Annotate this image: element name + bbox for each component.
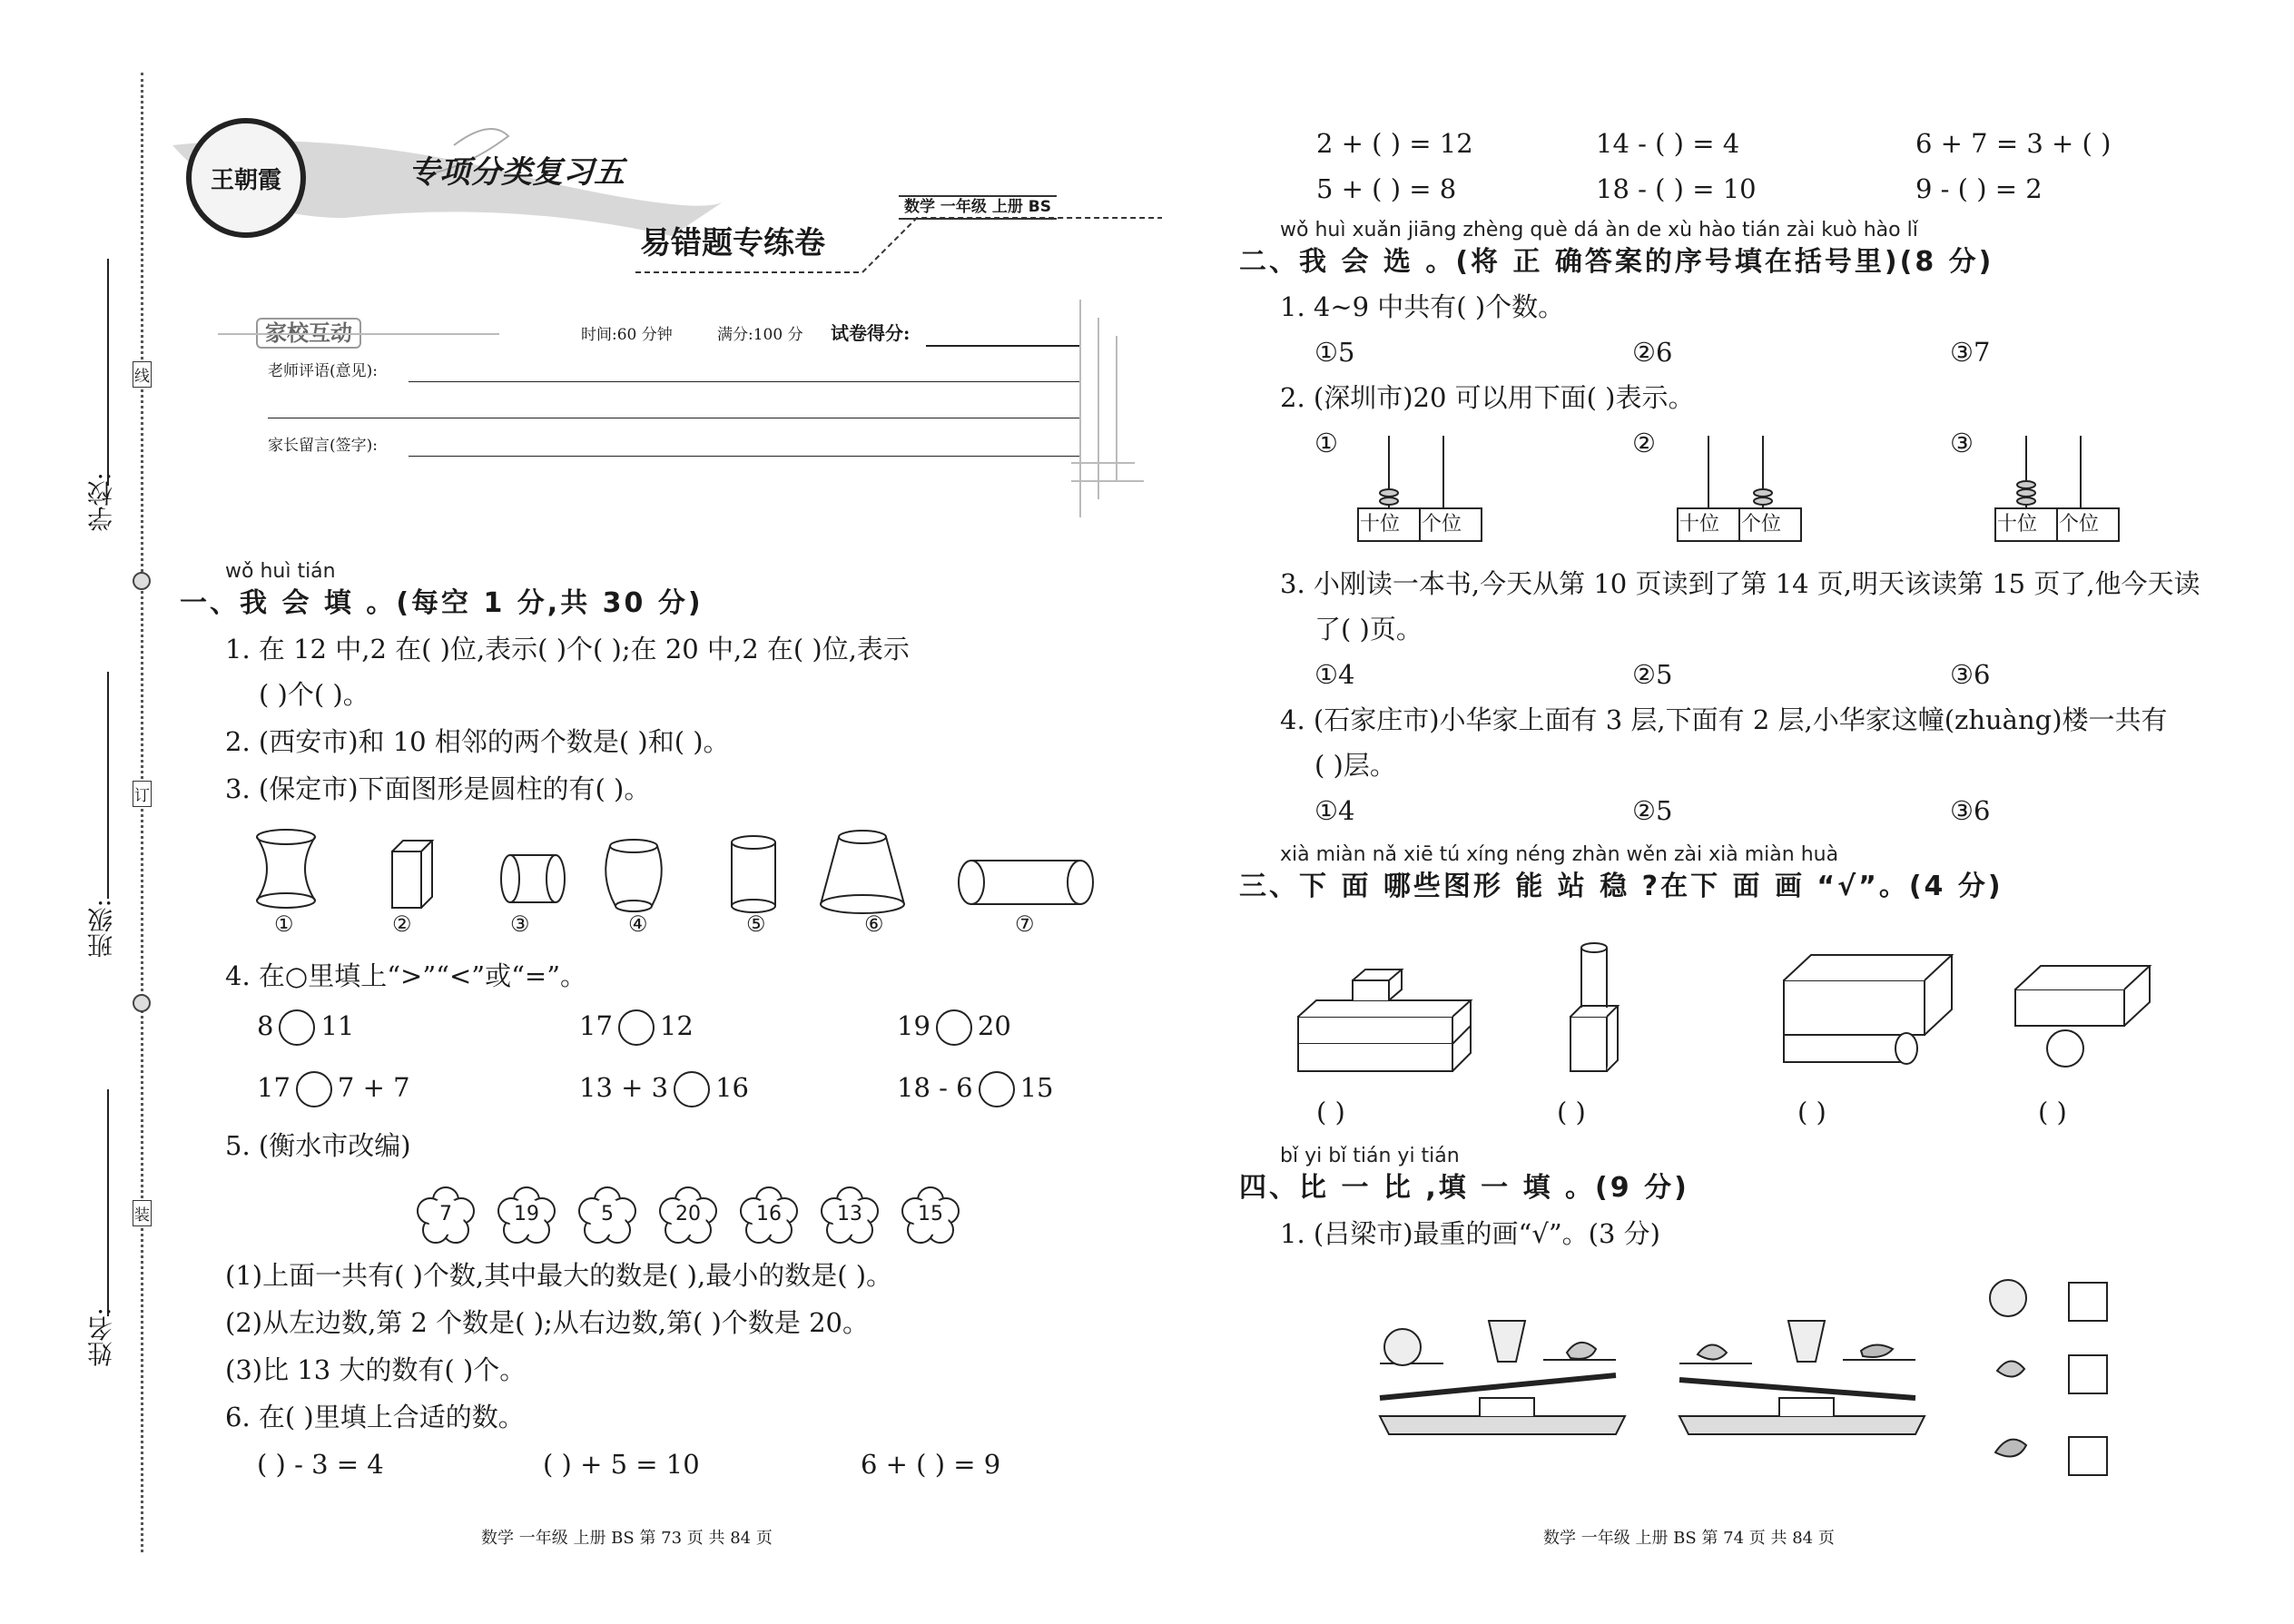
compare-circle[interactable] [936,1009,972,1046]
s2-q1-opt1[interactable]: ①5 [1314,337,1355,368]
flower-number: 15 [918,1203,943,1225]
q6-eq-3: 6 + ( ) = 9 [861,1449,1001,1480]
eq-r1c1: 2 + ( ) = 12 [1316,128,1473,159]
s2-q3-b: 了( )页。 [1314,614,1423,645]
shape-5-icon [732,836,775,912]
shape-label-1: ① [274,911,294,937]
abacus-3-tens: 十位 [1997,513,2038,536]
q5: 5. (衡水市改编) [225,1130,411,1161]
s4-q1: 1. (吕梁市)最重的画“√”。(3 分) [1280,1218,1660,1249]
home-school-badge: 家校互动 [256,318,361,349]
stacked-boxes-icon [1298,969,1471,1071]
cmp-5: 13 + 3 16 [579,1071,749,1107]
section2-title: 二、我 会 选 。(将 正 确答案的序号填在括号里)(8 分) [1239,246,1994,278]
abacus-3-ones: 个位 [2059,513,2100,536]
eggplant-icon [1995,1440,2026,1457]
section4-title: 四、比 一 比 ,填 一 填 。(9 分) [1239,1172,1689,1204]
flower-number: 7 [439,1203,452,1225]
binding-hole-1 [133,572,151,590]
eq-r2c2: 18 - ( ) = 10 [1596,173,1757,204]
s3-answer-3[interactable]: ( ) [1797,1097,1826,1127]
s2-q3-opt2[interactable]: ②5 [1632,659,1673,690]
compare-circle[interactable] [618,1009,655,1046]
cmp-6: 18 - 6 15 [897,1071,1054,1107]
flower-number: 19 [514,1203,539,1225]
eq-r1c3: 6 + 7 = 3 + ( ) [1915,128,2112,159]
s3-answer-4[interactable]: ( ) [2038,1097,2067,1127]
s2-q4-opt1[interactable]: ①4 [1314,795,1355,826]
q6-eq-1: ( ) - 3 = 4 [257,1449,384,1480]
footer-right: 数学 一年级 上册 BS 第 74 页 共 84 页 [1543,1529,1835,1548]
q5-1: (1)上面一共有( )个数,其中最大的数是( ),最小的数是( )。 [225,1260,893,1291]
section4-pinyin: bǐ yi bǐ tián yi tián [1280,1145,1460,1167]
flower-number: 16 [756,1203,782,1225]
q1-line-b: ( )个( )。 [259,679,369,710]
series-title: 专项分类复习五 [409,154,625,191]
balance-scales [1353,1271,1970,1452]
q4: 4. 在○里填上“>”“<”或“=”。 [225,960,587,991]
shape-6-icon [821,831,904,913]
s2-q1-opt3[interactable]: ③7 [1950,337,1991,368]
exam-score-field[interactable] [926,345,1080,347]
compare-circle[interactable] [296,1071,332,1107]
eq-r2c1: 5 + ( ) = 8 [1316,173,1457,204]
dotted-cut-line [141,73,143,1552]
flower-number: 20 [675,1203,701,1225]
name-label: 姓名: [86,1307,116,1367]
answer-box-pumpkin[interactable] [2068,1282,2108,1322]
compare-circle[interactable] [279,1009,315,1046]
footer-left: 数学 一年级 上册 BS 第 73 页 共 84 页 [481,1529,773,1548]
logo [186,118,306,238]
compare-circle[interactable] [979,1071,1015,1107]
s2-q4-b: ( )层。 [1314,750,1396,781]
s2-q4-opt3[interactable]: ③6 [1950,795,1991,826]
q3-shapes [245,826,1117,926]
shape-3-icon [501,855,565,902]
s2-q1: 1. 4~9 中共有( )个数。 [1280,291,1565,322]
q3: 3. (保定市)下面图形是圆柱的有( )。 [225,773,651,804]
parent-comment-label: 家长留言(签字): [268,437,378,455]
school-field[interactable] [107,259,109,486]
box-on-ball-icon [2015,966,2150,1067]
s2-q2-opt3[interactable]: ③ [1950,428,1974,458]
section2-pinyin: wǒ huì xuǎn jiāng zhèng què dá àn de xù hào tián zài kuò hào lǐ [1280,219,1918,241]
flower-number: 13 [837,1203,862,1225]
section3-title: 三、下 面 哪些图形 能 站 稳 ?在下 面 画 “√”。(4 分) [1239,871,2004,902]
shape-label-2: ② [392,911,412,937]
main-title: 易错题专练卷 [640,225,825,261]
s2-q3-opt3[interactable]: ③6 [1950,659,1991,690]
subject-tag: 数学 一年级 上册 BS [899,195,1057,220]
s2-q3-a: 3. 小刚读一本书,今天从第 10 页读到了第 14 页,明天该读第 15 页了,他今天读 [1280,568,2200,599]
section1-pinyin: wǒ huì tián [225,560,336,583]
cylinder-on-cube-icon [1570,943,1618,1071]
time-label: 时间:60 分钟 [581,326,673,344]
class-field[interactable] [107,672,109,899]
eq-r1c2: 14 - ( ) = 4 [1596,128,1740,159]
parent-comment-line[interactable] [409,456,1080,457]
binding-mark-1: 线 [133,361,152,388]
section1-title: 一、我 会 填 。(每空 1 分,共 30 分) [180,587,704,619]
cmp-4: 17 7 + 7 [257,1071,410,1107]
cmp-1: 8 11 [257,1009,354,1046]
balance-scale-1-icon [1380,1321,1625,1434]
q6: 6. 在( )里填上合适的数。 [225,1402,525,1432]
cmp-3: 19 20 [897,1009,1011,1046]
school-label: 学校: [86,472,116,532]
abacus-2-ones: 个位 [1741,513,1782,536]
shape-label-4: ④ [628,911,648,937]
compare-circle[interactable] [674,1071,710,1107]
shape-label-3: ③ [510,911,530,937]
answer-box-radish[interactable] [2068,1354,2108,1394]
teacher-comment-line-1[interactable] [409,381,1080,382]
teacher-comment-label: 老师评语(意见): [268,362,378,380]
s2-q4-a: 4. (石家庄市)小华家上面有 3 层,下面有 2 层,小华家这幢(zhuàng)楼一共有 [1280,704,2168,735]
balance-scale-2-icon [1679,1321,1925,1434]
name-field[interactable] [107,1089,109,1316]
s3-answer-1[interactable]: ( ) [1316,1097,1345,1127]
home-school-rule [218,333,499,335]
binding-mark-3: 装 [133,1200,152,1226]
logo-text: 王朝霞 [210,166,281,194]
s2-q2-opt2[interactable]: ② [1632,428,1656,458]
section3-pinyin: xià miàn nǎ xiē tú xíng néng zhàn wěn zài xià miàn huà [1280,843,1839,866]
shape-2-icon [392,841,432,908]
s2-q2-opt1[interactable]: ① [1314,428,1338,458]
flower-number: 5 [601,1203,614,1225]
abacus-1-tens: 十位 [1360,513,1401,536]
binding-mark-2: 订 [133,781,152,807]
stability-shapes [1289,935,2151,1089]
s2-q4-opt2[interactable]: ②5 [1632,795,1673,826]
radish-icon [1997,1361,2024,1376]
answer-box-eggplant[interactable] [2068,1436,2108,1476]
binding-margin [0,0,154,1624]
shape-7-icon [959,861,1093,904]
s3-answer-2[interactable]: ( ) [1557,1097,1586,1127]
abacus-2-tens: 十位 [1679,513,1720,536]
s2-q1-opt2[interactable]: ②6 [1632,337,1673,368]
q6-eq-2: ( ) + 5 = 10 [543,1449,700,1480]
exam-score-label: 试卷得分: [831,322,911,344]
shape-label-5: ⑤ [746,911,766,937]
header-corner-lines [1071,300,1144,517]
shape-4-icon [605,840,662,911]
q2: 2. (西安市)和 10 相邻的两个数是( )和( )。 [225,726,730,757]
shape-label-7: ⑦ [1015,911,1035,937]
cmp-2: 17 12 [579,1009,694,1046]
s2-q2: 2. (深圳市)20 可以用下面( )表示。 [1280,382,1695,413]
class-label: 班级: [86,899,116,959]
box-on-cylinder-icon [1784,955,1952,1064]
score-label: 满分:100 分 [717,326,803,344]
q5-2: (2)从左边数,第 2 个数是( );从右边数,第( )个数是 20。 [225,1307,869,1338]
s2-q3-opt1[interactable]: ①4 [1314,659,1355,690]
shape-label-6: ⑥ [864,911,884,937]
binding-hole-2 [133,994,151,1012]
q1-line-a: 1. 在 12 中,2 在( )位,表示( )个( );在 20 中,2 在( )位,表示 [225,634,910,664]
pumpkin-icon [1990,1280,2026,1316]
abacus-1-ones: 个位 [1422,513,1462,536]
q5-3: (3)比 13 大的数有( )个。 [225,1354,527,1385]
eq-r2c3: 9 - ( ) = 2 [1915,173,2043,204]
shape-1-icon [257,830,315,908]
